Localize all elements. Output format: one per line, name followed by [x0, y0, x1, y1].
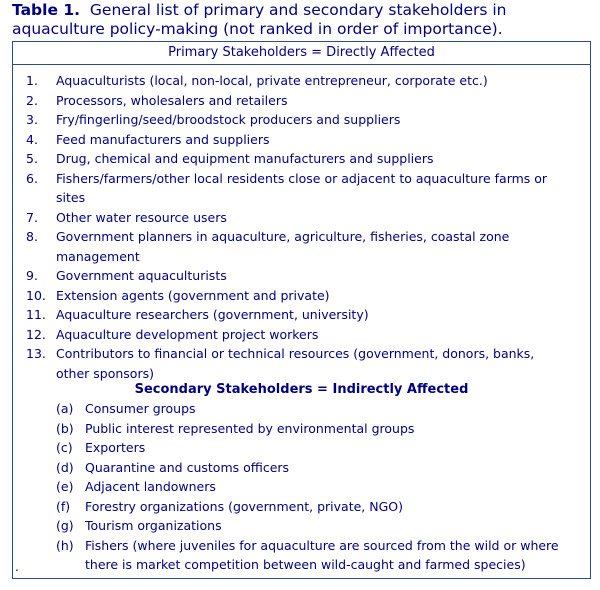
item-text: Drug, chemical and equipment manufacturers and suppliers	[56, 151, 434, 166]
list-item	[13, 516, 590, 536]
item-number: 6.	[26, 170, 38, 186]
item-number: 13.	[26, 346, 46, 361]
item-number: 4.	[26, 131, 38, 147]
item-number: 8.	[26, 229, 38, 244]
item-text: Fishers (where juveniles for aquaculture are sourced from the wild or where there is market competition between wild-caught and farmed species)	[85, 537, 559, 572]
list-item	[13, 208, 590, 228]
item-text: Extension agents (government and private)	[56, 287, 330, 303]
item-text: Contributors to financial or technical resources (government, donors, banks, other sponsors)	[56, 346, 535, 381]
item-text: Aquaculture development project workers	[56, 326, 319, 342]
list-item	[13, 286, 590, 306]
primary-stakeholders-header: Primary Stakeholders = Directly Affected	[13, 42, 590, 65]
item-text: Adjacent landowners	[85, 479, 216, 494]
list-item	[13, 227, 590, 266]
item-text: Consumer groups	[85, 401, 196, 416]
list-item	[13, 325, 590, 345]
item-letter: (e)	[56, 479, 74, 494]
item-letter: (b)	[56, 420, 74, 436]
item-text: Feed manufacturers and suppliers	[56, 131, 270, 147]
list-item	[13, 305, 590, 325]
list-item	[13, 266, 590, 286]
item-text: Aquaculturists (local, non-local, private entrepreneur, corporate etc.)	[56, 73, 488, 88]
item-text: Quarantine and customs officers	[85, 459, 290, 475]
footer-mark: .	[15, 560, 19, 574]
item-text: Processors, wholesalers and retailers	[56, 92, 288, 108]
list-item	[13, 344, 590, 383]
list-item	[13, 91, 590, 111]
item-number: 9.	[26, 268, 38, 283]
item-text: Public interest represented by environmental groups	[85, 420, 415, 436]
table-label: Table 1.	[12, 1, 81, 19]
item-letter: (g)	[56, 518, 74, 533]
list-item	[13, 438, 590, 458]
item-letter: (a)	[56, 401, 74, 416]
item-number: 3.	[26, 112, 38, 127]
secondary-stakeholders-list	[13, 399, 590, 575]
item-number: 11.	[26, 307, 46, 322]
secondary-stakeholders-header: Secondary Stakeholders = Indirectly Affected	[134, 382, 469, 397]
stakeholder-table	[12, 41, 591, 579]
list-item	[13, 477, 590, 497]
list-item	[13, 419, 590, 439]
list-item	[13, 130, 590, 150]
item-letter: (h)	[56, 537, 74, 553]
table-caption	[12, 1, 592, 39]
list-item	[13, 536, 590, 575]
item-text: Forestry organizations (government, private, NGO)	[85, 498, 403, 514]
item-text: Other water resource users	[56, 209, 227, 225]
list-item	[13, 458, 590, 478]
item-number: 1.	[26, 73, 38, 88]
item-letter: (f)	[56, 498, 71, 514]
item-text: Aquaculture researchers (government, university)	[56, 307, 369, 322]
item-number: 5.	[26, 151, 38, 166]
item-text: Tourism organizations	[85, 518, 222, 533]
item-number: 10.	[26, 287, 46, 303]
item-number: 7.	[26, 209, 38, 225]
primary-stakeholders-list	[13, 71, 590, 383]
item-number: 2.	[26, 92, 38, 108]
item-letter: (c)	[56, 440, 73, 455]
table-caption-text: General list of primary and secondary stakeholders in aquaculture policy-making (not ranked in order of importance).	[12, 1, 507, 38]
list-item	[13, 110, 590, 130]
list-item	[13, 71, 590, 91]
item-text: Government planners in aquaculture, agriculture, fisheries, coastal zone management	[56, 229, 510, 264]
list-item	[13, 169, 590, 208]
list-item	[13, 497, 590, 517]
list-item	[13, 399, 590, 419]
item-text: Fry/fingerling/seed/broodstock producers and suppliers	[56, 112, 401, 127]
item-text: Fishers/farmers/other local residents close or adjacent to aquaculture farms or sites	[56, 170, 548, 205]
item-text: Exporters	[85, 440, 146, 455]
item-letter: (d)	[56, 459, 74, 475]
item-text: Government aquaculturists	[56, 268, 227, 283]
list-item	[13, 149, 590, 169]
item-number: 12.	[26, 326, 46, 342]
